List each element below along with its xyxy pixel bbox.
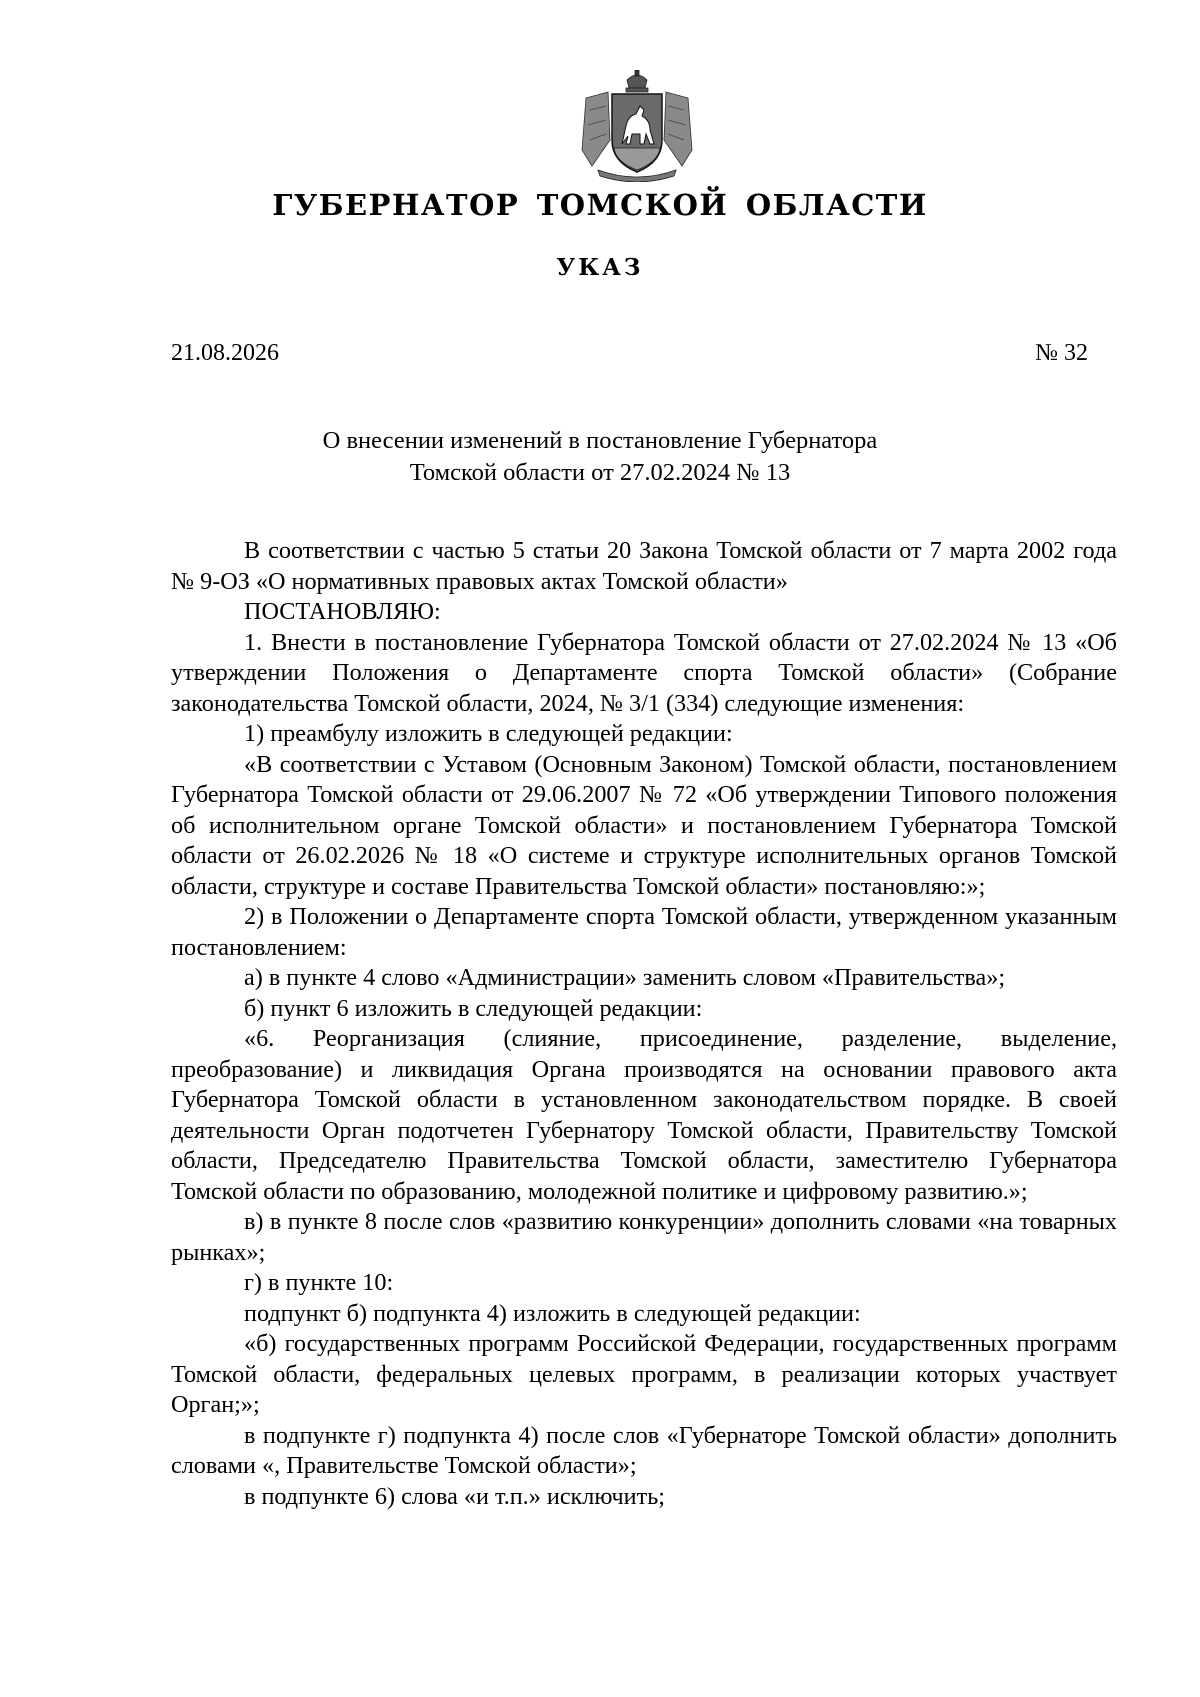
- body-paragraph: ПОСТАНОВЛЯЮ:: [244, 598, 441, 625]
- document-body: [171, 536, 1117, 1512]
- body-paragraph: «б) государственных программ Российской Федерации, государственных программ Томской области, федеральных целевых программ, в реализации которых участвует Орган;»;: [171, 1330, 1117, 1418]
- body-paragraph: «В соответствии с Уставом (Основным Законом) Томской области, постановлением Губернатора Томской области от 29.06.2007 № 72 «Об утверждении Типового положения об исполнительном органе Томской области» и постановлением Губернатора Томской области от 26.02.2026 № 18 «О системе и структуре исполнительных органов Томской области, структуре и составе Правительства Томской области» постановляю:»;: [171, 750, 1117, 900]
- body-paragraph: 1. Внести в постановление Губернатора Томской области от 27.02.2024 № 13 «Об утверждении Положения о Департаменте спорта Томской области» (Собрание законодательства Томской области, 2024, № 3/1 (334) следующие изменения:: [171, 628, 1117, 717]
- body-paragraph: подпункт б) подпункта 4) изложить в следующей редакции:: [244, 1299, 861, 1327]
- body-paragraph: 1) преамбулу изложить в следующей редакции:: [244, 720, 733, 747]
- body-paragraph: в подпункте 6) слова «и т.п.» исключить;: [244, 1482, 665, 1510]
- body-paragraph: «6. Реорганизация (слияние, присоединение, разделение, выделение, преобразование) и ликвидация Органа производятся на основании правового акта Губернатора Томской области в установленном законодательством порядке. В своей деятельности Орган подотчетен Губернатору Томской области, Правительству Томской области, Председателю Правительства Томской области, заместителю Губернатора Томской области по образованию, молодежной политике и цифровому развитию.»;: [171, 1025, 1117, 1205]
- coat-of-arms-icon: [578, 70, 696, 182]
- subject-line: Томской области от 27.02.2024 № 13: [409, 459, 791, 486]
- subject-line: О внесении изменений в постановление Губернатора: [322, 427, 878, 454]
- body-paragraph: В соответствии с частью 5 статьи 20 Закона Томской области от 7 марта 2002 года № 9-ОЗ «О нормативных правовых актах Томской области»: [171, 537, 1117, 595]
- body-paragraph: в) в пункте 8 после слов «развитию конкуренции» дополнить словами «на товарных рынках»;: [171, 1208, 1117, 1266]
- document-date: 21.08.2026: [171, 340, 279, 366]
- body-paragraph: а) в пункте 4 слово «Администрации» заменить словом «Правительства»;: [244, 964, 1006, 991]
- body-paragraph: 2) в Положении о Департаменте спорта Томской области, утвержденном указанным постановлением:: [171, 903, 1117, 961]
- document-subject: [0, 425, 1200, 489]
- organization-title: ГУБЕРНАТОР ТОМСКОЙ ОБЛАСТИ: [272, 188, 928, 222]
- body-paragraph: г) в пункте 10:: [244, 1269, 394, 1296]
- body-paragraph: б) пункт 6 изложить в следующей редакции:: [244, 994, 703, 1022]
- document-number: № 32: [1035, 340, 1088, 366]
- body-paragraph: в подпункте г) подпункта 4) после слов «Губернаторе Томской области» дополнить словами «, Правительстве Томской области»;: [171, 1421, 1117, 1479]
- document-type: УКАЗ: [556, 254, 644, 281]
